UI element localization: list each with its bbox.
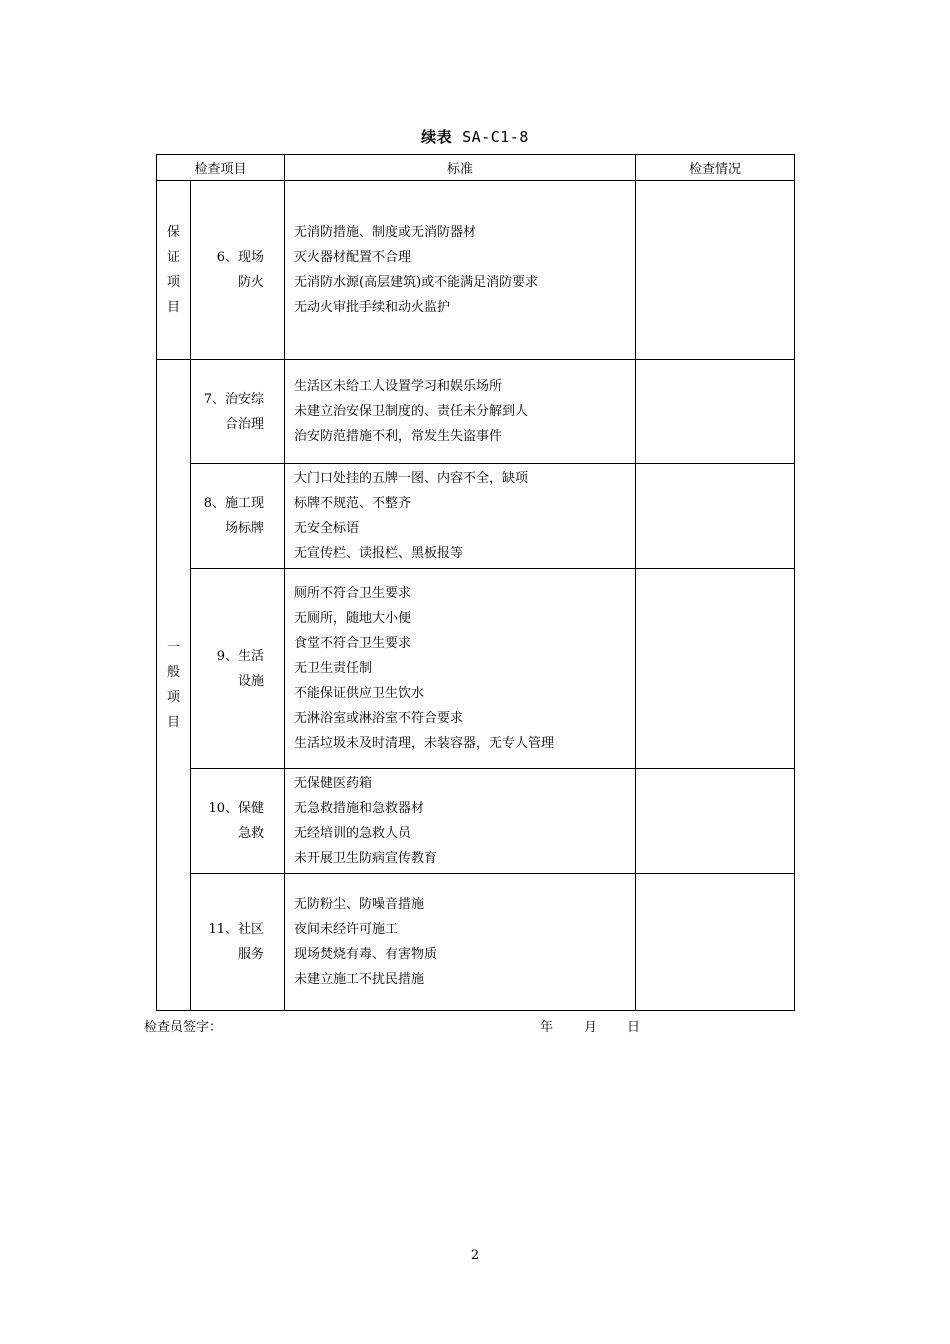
- item-label: 急救: [238, 826, 265, 841]
- category-char: 般: [166, 665, 180, 680]
- form-code: SA-C1-8: [462, 128, 529, 146]
- page-number: 2: [470, 1248, 480, 1263]
- category-char: 项: [166, 690, 180, 705]
- table-row: [157, 464, 795, 569]
- standard-cell: [285, 360, 636, 464]
- standard-line: 无经培训的急救人员: [294, 826, 412, 841]
- item-label: 11、社区: [208, 922, 265, 937]
- item-label: 8、施工现: [203, 496, 265, 511]
- item-cell: [191, 360, 285, 464]
- category-char: 一: [166, 640, 180, 655]
- standard-line: 灭火器材配置不合理: [294, 250, 412, 265]
- standard-cell: [285, 874, 636, 1011]
- item-cell: [191, 874, 285, 1011]
- result-cell[interactable]: [636, 464, 795, 569]
- standard-line: 无安全标语: [294, 521, 360, 536]
- header-item: 检查项目: [157, 155, 285, 181]
- standard-line: 治安防范措施不利，常发生失盗事件: [294, 429, 503, 444]
- standard-line: 未建立治安保卫制度的、责任未分解到人: [294, 404, 529, 419]
- category-guarantee: [157, 181, 191, 360]
- date-day-label: 日: [627, 1020, 641, 1035]
- category-general: [157, 360, 191, 1011]
- item-cell: [191, 569, 285, 769]
- standard-line: 无动火审批手续和动火监护: [294, 300, 451, 315]
- item-label: 6、现场: [216, 250, 265, 265]
- standard-line: 夜间未经许可施工: [294, 922, 399, 937]
- standard-line: 无淋浴室或淋浴室不符合要求: [294, 711, 464, 726]
- result-cell[interactable]: [636, 360, 795, 464]
- form-title: [0, 126, 950, 147]
- standard-line: 食堂不符合卫生要求: [294, 636, 412, 651]
- date-month-label: 月: [584, 1020, 598, 1035]
- table-row: [157, 181, 795, 360]
- inspection-table: [156, 154, 795, 1011]
- standard-cell: [285, 769, 636, 874]
- category-char: 保: [166, 225, 180, 240]
- category-char: 项: [166, 275, 180, 290]
- item-label: 场标牌: [225, 521, 265, 536]
- standard-line: 现场焚烧有毒、有害物质: [294, 947, 438, 962]
- item-label: 合治理: [225, 416, 265, 432]
- standard-line: 无急救措施和急救器材: [294, 801, 425, 816]
- standard-cell: [285, 569, 636, 769]
- standard-line: 无消防水源(高层建筑)或不能满足消防要求: [294, 275, 539, 290]
- result-cell[interactable]: [636, 569, 795, 769]
- category-char: 目: [166, 300, 180, 315]
- item-cell: [191, 464, 285, 569]
- result-cell[interactable]: [636, 181, 795, 360]
- standard-line: 无厕所，随地大小便: [294, 611, 412, 626]
- result-cell[interactable]: [636, 874, 795, 1011]
- standard-line: 未建立施工不扰民措施: [294, 972, 425, 987]
- result-cell[interactable]: [636, 769, 795, 874]
- standard-cell: [285, 464, 636, 569]
- table-row: [157, 769, 795, 874]
- standard-line: 无消防措施、制度或无消防器材: [294, 225, 477, 240]
- standard-line: 无卫生责任制: [294, 661, 373, 676]
- title-text: 续表: [421, 128, 453, 146]
- table-row: [157, 360, 795, 464]
- header-row: [157, 155, 795, 181]
- item-cell: [191, 181, 285, 360]
- standard-line: 不能保证供应卫生饮水: [294, 686, 425, 701]
- standard-line: 大门口处挂的五牌一图、内容不全，缺项: [294, 471, 529, 486]
- standard-line: 未开展卫生防病宣传教育: [294, 851, 438, 866]
- item-label: 7、治安综: [203, 391, 265, 407]
- item-label: 防火: [238, 275, 265, 290]
- standard-cell: [285, 181, 636, 360]
- category-char: 目: [166, 715, 180, 730]
- item-cell: [191, 769, 285, 874]
- table-row: [157, 874, 795, 1011]
- standard-line: 标牌不规范、不整齐: [294, 496, 412, 511]
- item-label: 9、生活: [216, 648, 265, 664]
- item-label: 服务: [238, 947, 265, 962]
- item-label: 10、保健: [208, 801, 265, 816]
- inspector-signature-label: 检查员签字：: [144, 1020, 223, 1035]
- standard-line: 厕所不符合卫生要求: [294, 586, 412, 601]
- standard-line: 生活垃圾未及时清理，未装容器，无专人管理: [294, 736, 555, 751]
- header-result: 检查情况: [636, 155, 795, 181]
- item-label: 设施: [238, 673, 265, 689]
- date-year-label: 年: [540, 1020, 554, 1035]
- standard-line: 生活区未给工人设置学习和娱乐场所: [294, 379, 503, 394]
- standard-line: 无保健医药箱: [294, 776, 373, 791]
- standard-line: 无宣传栏、读报栏、黑板报等: [294, 546, 464, 561]
- category-char: 证: [166, 250, 180, 265]
- table-row: [157, 569, 795, 769]
- header-standard: 标准: [285, 155, 636, 181]
- standard-line: 无防粉尘、防噪音措施: [294, 897, 425, 912]
